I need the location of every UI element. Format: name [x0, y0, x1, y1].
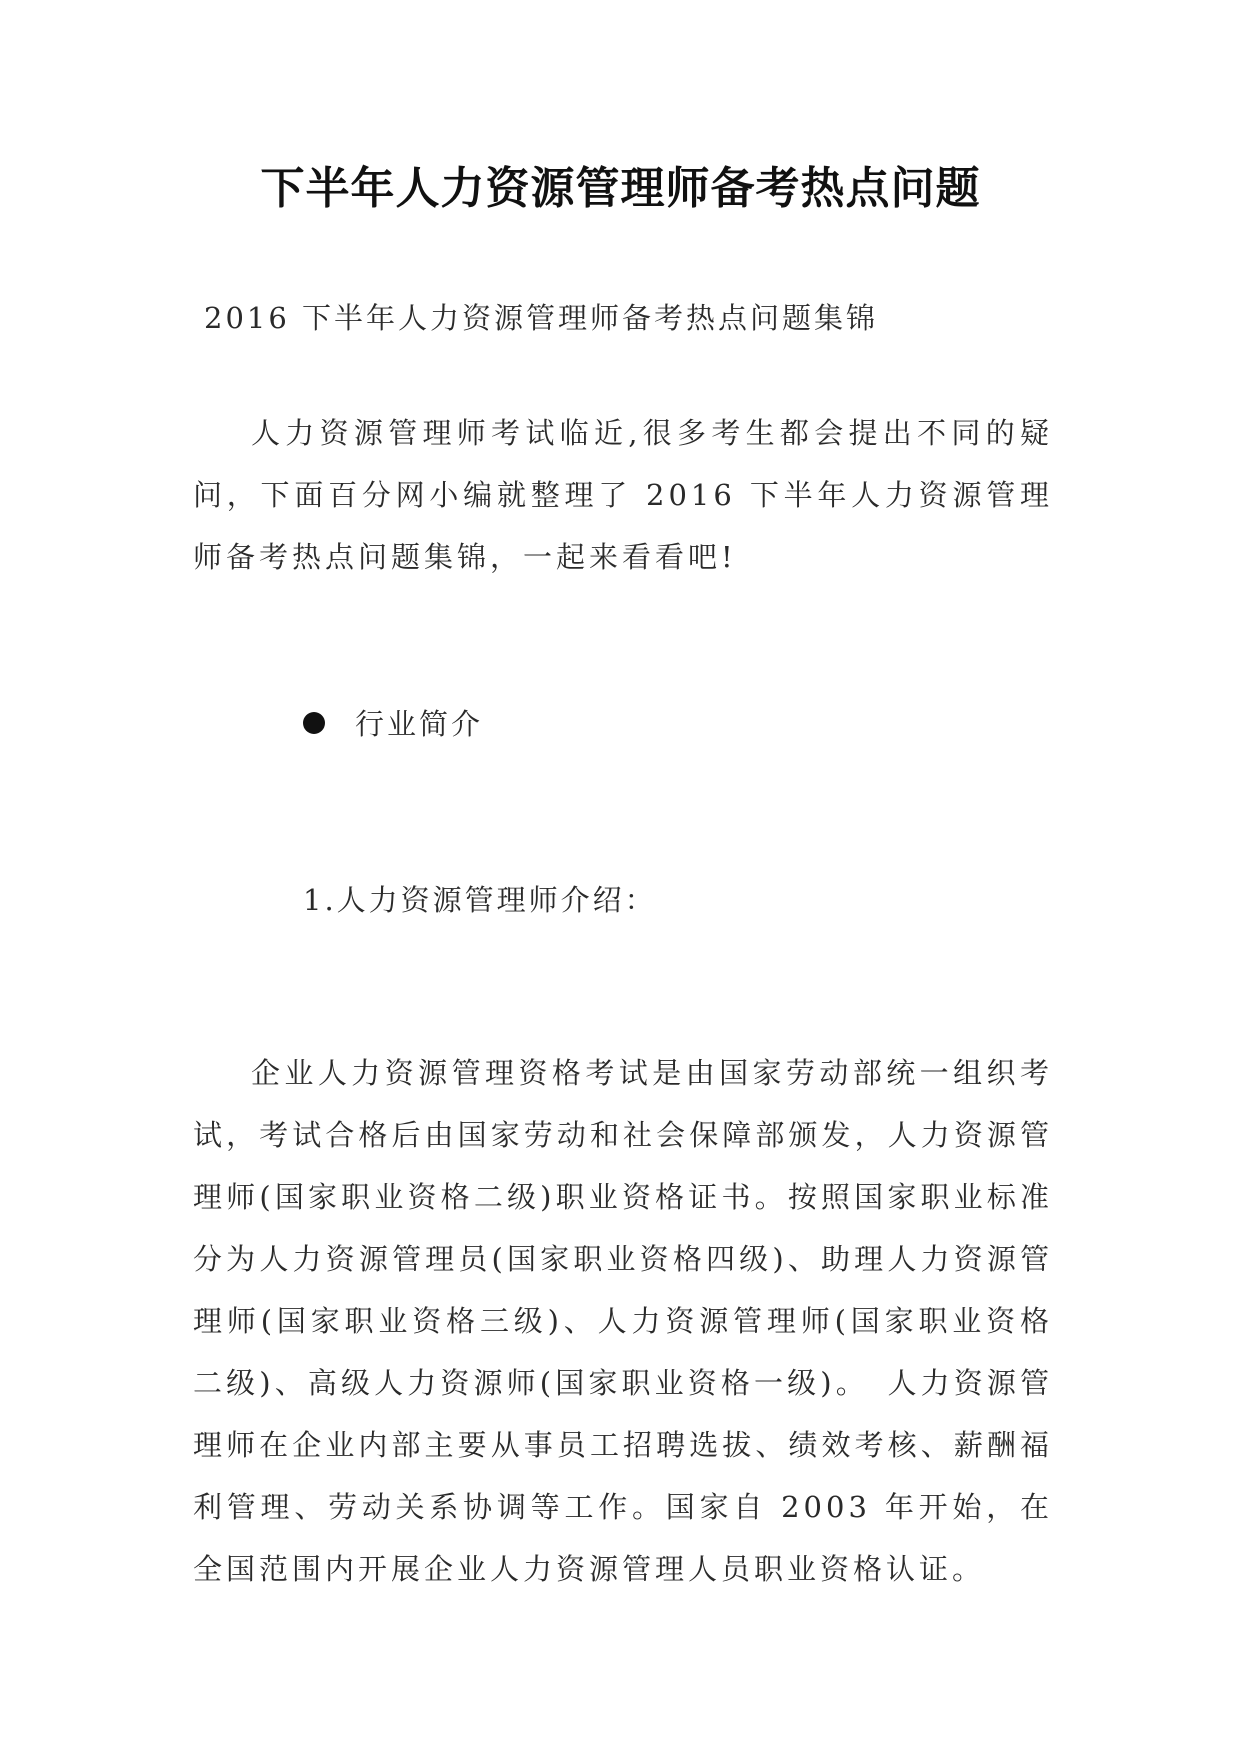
bullet-dot-icon [303, 712, 325, 734]
section-heading: 1.人力资源管理师介绍： [303, 883, 657, 917]
document-title: 下半年人力资源管理师备考热点问题 [260, 163, 981, 214]
bullet-heading-text: 行业简介 [355, 707, 484, 741]
body-paragraph: 企业人力资源管理资格考试是由国家劳动部统一组织考试，考试合格后由国家劳动和社会保障部颁发，人力资源管理师(国家职业资格二级)职业资格证书。按照国家职业标准分为人力资源管理员(国家职业资格四级)、助理人力资源管理师(国家职业资格三级)、人力资源管理师(国家职业资格二级)、高级人力资源师(国家职业资格一级)。 人力资源管理师在企业内部主要从事员工招聘选拔、绩效考核、薪酬福利管理、劳动关系协调等工作。国家自 2003 年开始，在全国范围内开展企业人力资源管理人员职业资格认证。 [193, 1056, 1053, 1586]
intro-paragraph: 人力资源管理师考试临近,很多考生都会提出不同的疑问，下面百分网小编就整理了 2016 下半年人力资源管理师备考热点问题集锦，一起来看看吧! [193, 416, 1053, 574]
bullet-heading [303, 702, 483, 743]
document-subtitle: 2016 下半年人力资源管理师备考热点问题集锦 [204, 301, 879, 335]
